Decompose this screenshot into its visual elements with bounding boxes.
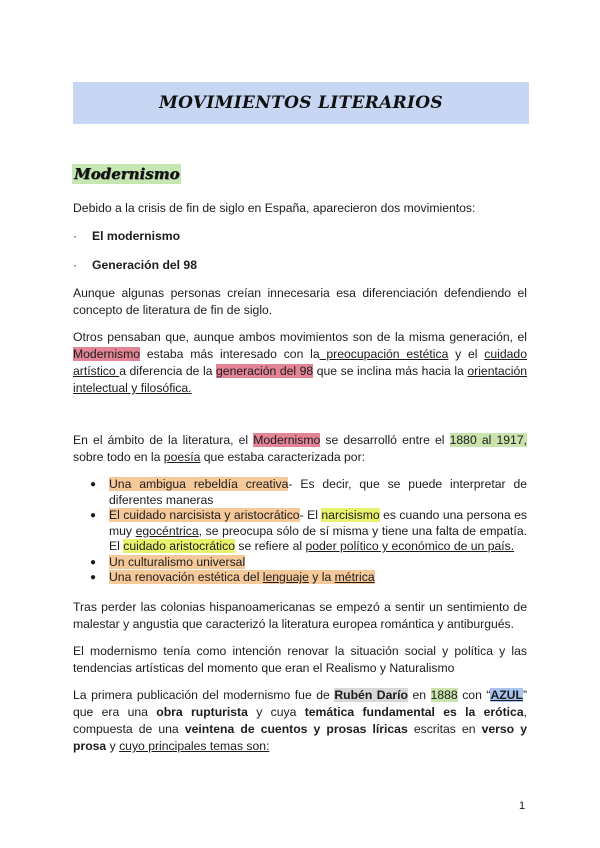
bullet-dot-icon: ● (90, 572, 97, 583)
text-run: Una renovación estética del (109, 570, 263, 584)
text-run: se desarrolló entre el (320, 433, 450, 447)
underline-poesia: poesía (163, 450, 201, 464)
list-item (88, 555, 527, 571)
bullet-dot-icon: ● (90, 510, 97, 521)
text-run: y (106, 739, 120, 753)
text-run: y la (308, 570, 335, 584)
text-run: y el (448, 347, 485, 361)
text-run: , se preocupa sólo de sí misma y tiene una falta de empatía. El (109, 523, 527, 553)
bullet-dot-icon: ● (90, 556, 97, 568)
section-heading: Modernismo (74, 165, 180, 183)
highlight-modernismo: Modernismo (253, 433, 321, 447)
list-item (88, 508, 527, 555)
bullet-item-generacion-98: Generación del 98 (92, 258, 197, 272)
paragraph-ambito (73, 432, 527, 466)
bold-obra-rupturista: obra rupturista (156, 705, 248, 719)
text-run: ” que era una (73, 688, 527, 719)
underline-egocentrica: egocéntrica (135, 523, 199, 538)
text-run: en (407, 688, 431, 702)
paragraph-diferenciacion (73, 285, 527, 319)
paragraph-colonias: Tras perder las colonias hispanoamericanas se empezó a sentir un sentimiento de malestar y angustia que caracterizó la literatura europea romántica y antiburgués. (73, 600, 527, 631)
text-run: , compuesta de una (73, 705, 527, 736)
text-run: que estaba caracterizada por: (200, 450, 366, 464)
underline-preocupacion-estetica: preocupación estética (319, 347, 449, 361)
bullet-dot-icon: ● (90, 479, 97, 490)
text-run: - El (299, 508, 322, 522)
text-run: - Es decir, que se puede interpretar de diferentes maneras (109, 477, 528, 507)
paragraph-intencion: El modernismo tenía como intención renovar la situación social y política y las tendencias artísticas del momento que eran el Realismo y Naturalismo (73, 644, 527, 675)
paragraph-text: Aunque algunas personas creían innecesaria esa diferenciación defendiendo el concepto de literatura de fin de siglo. (73, 286, 527, 317)
text-run: se refiere al (235, 539, 306, 553)
highlight-renovacion (109, 570, 375, 584)
page-number: 1 (519, 800, 526, 812)
highlight-modernismo: Modernismo (73, 347, 141, 361)
highlight-culturalismo: Un culturalismo universal (109, 554, 246, 569)
text-run: a diferencia de la (119, 364, 217, 378)
underline-metrica: métrica (334, 570, 375, 584)
list-item (88, 477, 527, 508)
highlight-cuidado-narcisista: El cuidado narcisista y aristocrático (109, 508, 300, 522)
bold-tematica: temática fundamental es la erótica (304, 705, 524, 719)
text-run: con “ (457, 688, 491, 702)
author-ruben-dario: Rubén Darío (334, 688, 408, 702)
underline-poder-politico: poder político y económico de un país. (305, 539, 515, 553)
highlight-generacion-98: generación del 98 (216, 364, 314, 378)
characteristics-list (88, 477, 527, 586)
highlight-rebeldia: Una ambigua rebeldía creativa (109, 477, 289, 491)
list-item (88, 570, 527, 586)
bullet-marker: · (73, 258, 77, 272)
text-run: La primera publicación del modernismo fue de (73, 688, 335, 702)
bullet-item-modernismo: El modernismo (92, 229, 181, 243)
underline-cuidado-artistico: cuidado artístico (73, 347, 527, 378)
highlight-narcisismo: narcisismo (321, 508, 380, 522)
bold-verso-prosa: verso y prosa (73, 722, 527, 753)
text-run: escritas en (407, 722, 482, 736)
text-run: y cuya (247, 705, 305, 719)
underline-orientacion: orientación intelectual y filosófica. (73, 364, 527, 395)
text-run: que se inclina más hacia la (313, 364, 468, 378)
highlight-fechas: 1880 al 1917, (449, 433, 527, 447)
highlight-1888: 1888 (430, 688, 458, 702)
text-run: Otros pensaban que, aunque ambos movimientos son de la misma generación, el (73, 330, 527, 344)
bullet-marker: · (73, 229, 77, 243)
document-title: MOVIMIENTOS LITERARIOS (159, 93, 443, 113)
paragraph-comparacion (73, 329, 527, 397)
text-run: estaba más interesado con la (140, 347, 320, 361)
text-run: es cuando una persona es muy (109, 508, 527, 538)
highlight-cuidado-aristocratico: cuidado aristocrático (123, 539, 236, 553)
book-azul: AZUL (490, 688, 523, 702)
bold-veintena: veintena de cuentos y prosas líricas (184, 722, 408, 736)
underline-temas: cuyo principales temas son: (119, 739, 270, 753)
underline-lenguaje: lenguaje (262, 570, 309, 584)
paragraph-publicacion (73, 687, 527, 755)
text-run: sobre todo en la (73, 450, 164, 464)
text-run: En el ámbito de la literatura, el (73, 433, 254, 447)
paragraph-intro: Debido a la crisis de fin de siglo en España, aparecieron dos movimientos: (73, 201, 476, 215)
title-banner (73, 82, 529, 124)
